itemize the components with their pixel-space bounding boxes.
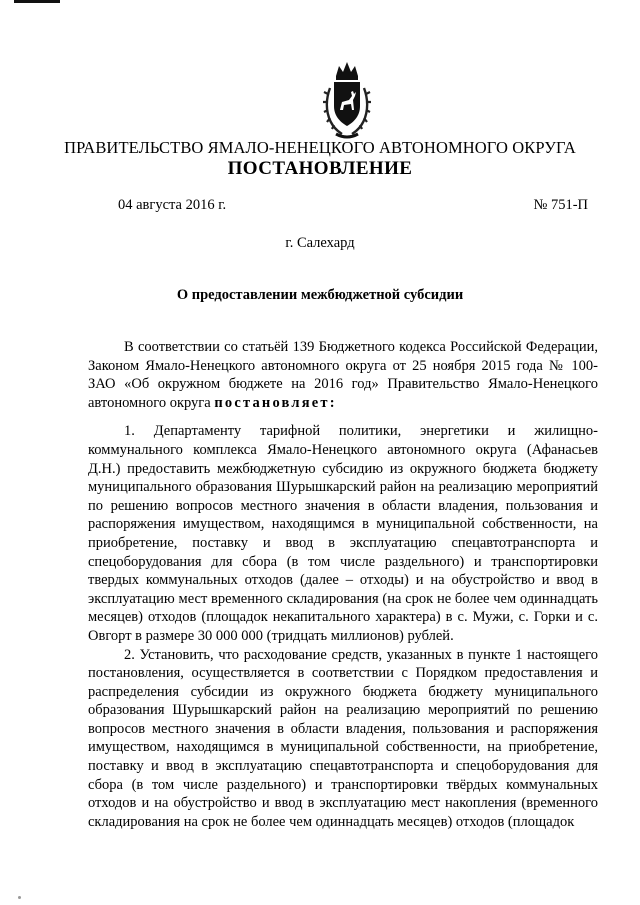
- item-paragraph-1: 1. Департаменту тарифной политики, энергетики и жилищно-коммунального комплекса Ямало-Ненецкого автономного округа (Афанасьев Д.Н.) предоставить межбюджетную субсидию из окружного бюджета бюджету муниципального образования Шурышкарский район на реализацию мероприятий по решению вопросов местного значения в области владения, пользования и распоряжения имуществом, находящимся в муниципальной собственности, на приобретение, поставку и ввод в эксплуатацию спецавтотранспорта и спецоборудования для сбора (в том числе раздельного) и транспортировки твердых коммунальных отходов (далее – отходы) и на обустройство и ввод в эксплуатацию мест временного складирования (на срок не более чем одиннадцать месяцев) отходов (площадок некапитального характера) в с. Мужи, с. Горки и с. Овгорт в размере 30 000 000 (тридцать миллионов) рублей.: [88, 423, 598, 644]
- decree-word: постановляет:: [214, 394, 337, 411]
- document-type: ПОСТАНОВЛЕНИЕ: [227, 158, 413, 179]
- preamble-paragraph: [88, 338, 598, 412]
- document-city: г. Салехард: [285, 235, 355, 251]
- scan-dot: [18, 896, 21, 899]
- document-number: № 751-П: [533, 197, 588, 213]
- document-body: [88, 338, 598, 831]
- coat-of-arms-emblem: [322, 58, 372, 142]
- preamble-text: В соответствии со статьёй 139 Бюджетного кодекса Российской Федерации, Законом Ямало-Ненецкого автономного округа от 25 ноября 2015 года № 100-ЗАО «Об окружном бюджете на 2016 год» Правительство Ямало-Ненецкого автономного округа: [88, 339, 598, 411]
- scan-edge-mark: [14, 0, 60, 3]
- document-subject: О предоставлении межбюджетной субсидии: [176, 287, 464, 303]
- organization-name: ПРАВИТЕЛЬСТВО ЯМАЛО-НЕНЕЦКОГО АВТОНОМНОГО ОКРУГА: [64, 138, 576, 157]
- item-paragraph-2: 2. Установить, что расходование средств, указанных в пункте 1 настоящего постановления, осуществляется в соответствии с Порядком предоставления и распределения субсидии из окружного бюджета бюджету муниципального образования Шурышкарский район на реализацию мероприятий по решению вопросов местного значения в области владения, пользования и распоряжения имуществом, находящимся в муниципальной собственности, на приобретение, поставку и ввод в эксплуатацию спецавтотранспорта и спецоборудования для сбора (в том числе раздельного) и транспортировки твёрдых коммунальных отходов и на обустройство и ввод в эксплуатацию мест накопления (временного складирования на срок не более чем одиннадцать месяцев) отходов (площадок: [88, 646, 598, 830]
- document-date: 04 августа 2016 г.: [118, 197, 227, 213]
